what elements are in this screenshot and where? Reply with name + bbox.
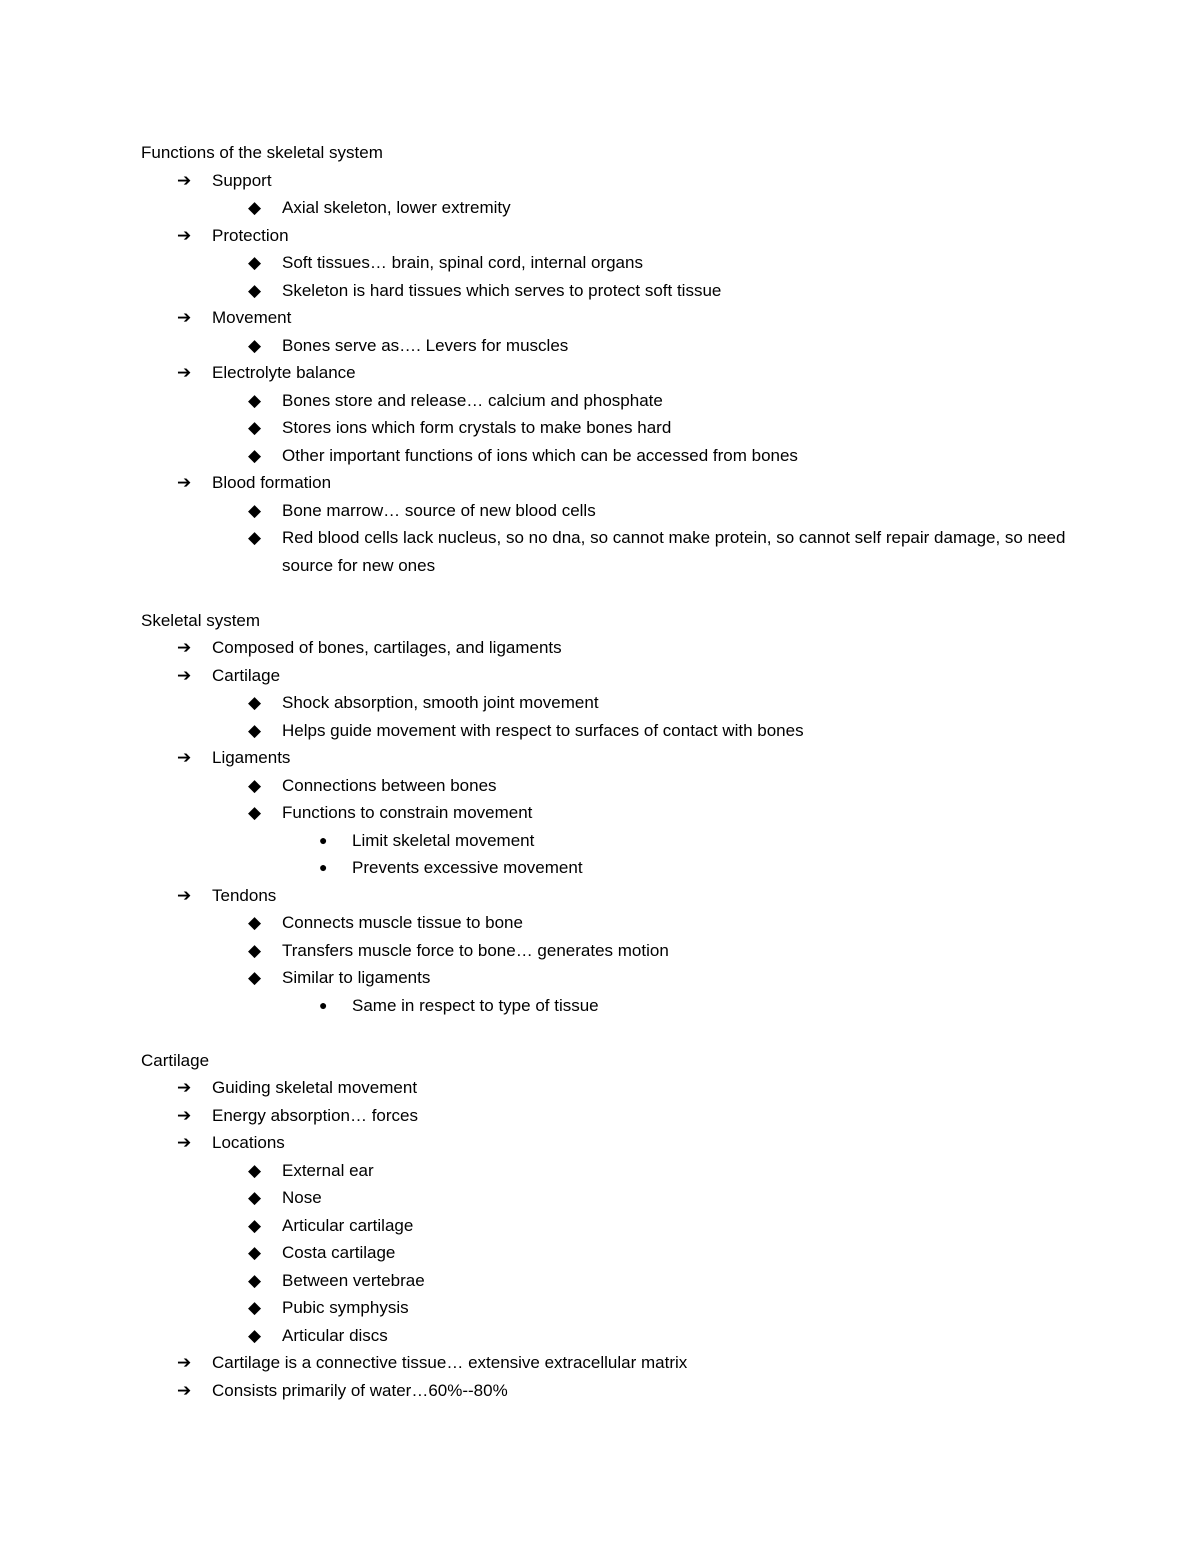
arrow-icon: ➔	[177, 363, 192, 382]
list-item	[141, 167, 1071, 195]
section	[141, 139, 1071, 579]
list-item-text: Support	[212, 170, 272, 190]
list-item-text: Articular cartilage	[282, 1215, 414, 1235]
list-item-text: Stores ions which form crystals to make bones hard	[282, 418, 672, 437]
list-item-text: Movement	[212, 308, 292, 327]
list-item	[141, 1212, 1071, 1240]
arrow-icon: ➔	[177, 1105, 192, 1125]
list-item	[141, 1074, 1071, 1102]
list-item	[141, 1239, 1071, 1267]
arrow-icon: ➔	[177, 225, 192, 245]
list-item	[141, 469, 1071, 497]
list-item-text: Tendons	[212, 885, 277, 905]
list-item-text: Nose	[282, 1188, 322, 1207]
list-item	[141, 332, 1071, 360]
diamond-bullet-icon: ◆	[248, 693, 262, 712]
list-item-text: Bones store and release… calcium and phosphate	[282, 390, 663, 410]
list-item	[141, 744, 1071, 772]
section-heading: Functions of the skeletal system	[141, 143, 383, 162]
document-body	[0, 139, 1200, 1404]
list-item-text: Cartilage	[212, 665, 281, 685]
list-item-text: Axial skeleton, lower extremity	[282, 198, 511, 217]
diamond-bullet-icon: ◆	[248, 1325, 262, 1345]
list-item	[141, 442, 1071, 470]
list-item	[141, 992, 1071, 1020]
arrow-icon: ➔	[177, 1353, 192, 1372]
list-item-text: Functions to constrain movement	[282, 803, 533, 822]
list-item	[141, 634, 1071, 662]
diamond-bullet-icon: ◆	[248, 1160, 262, 1180]
section-heading: Skeletal system	[141, 610, 261, 630]
list-item	[141, 497, 1071, 525]
list-item	[141, 304, 1071, 332]
list-item-text: Between vertebrae	[282, 1270, 425, 1290]
list-item-text: Connections between bones	[282, 775, 497, 795]
arrow-icon: ➔	[177, 170, 192, 190]
list-item	[141, 1157, 1071, 1185]
list-item	[141, 387, 1071, 415]
diamond-bullet-icon: ◆	[248, 445, 262, 465]
list-item-text: Bones serve as…. Levers for muscles	[282, 335, 569, 355]
list-item	[141, 937, 1071, 965]
list-item	[141, 277, 1071, 305]
list-item	[141, 249, 1071, 277]
list-item	[141, 1294, 1071, 1322]
list-item	[141, 222, 1071, 250]
diamond-bullet-icon: ◆	[248, 280, 262, 300]
diamond-bullet-icon: ◆	[248, 803, 262, 822]
diamond-bullet-icon: ◆	[248, 968, 262, 987]
list-item-text: Costa cartilage	[282, 1243, 396, 1262]
list-item	[141, 1267, 1071, 1295]
diamond-bullet-icon: ◆	[248, 335, 262, 355]
list-item-text: Locations	[212, 1133, 285, 1152]
section	[141, 1047, 1071, 1405]
list-item	[141, 827, 1071, 855]
list-item	[141, 414, 1071, 442]
list-item	[141, 854, 1071, 882]
diamond-bullet-icon: ◆	[248, 390, 262, 410]
list-item-text: Limit skeletal movement	[352, 830, 535, 850]
list-item-text: Similar to ligaments	[282, 968, 431, 987]
diamond-bullet-icon: ◆	[248, 1298, 262, 1317]
arrow-icon: ➔	[177, 1078, 192, 1097]
list-item-text: Guiding skeletal movement	[212, 1078, 418, 1097]
diamond-bullet-icon: ◆	[248, 720, 262, 740]
list-item-text: Connects muscle tissue to bone	[282, 913, 523, 932]
list-item	[141, 1377, 1071, 1405]
list-item-text: Composed of bones, cartilages, and ligaments	[212, 638, 562, 657]
list-item	[141, 772, 1071, 800]
dot-bullet-icon: ●	[319, 831, 328, 848]
arrow-icon: ➔	[177, 885, 192, 905]
list-item	[141, 662, 1071, 690]
list-item-text: Energy absorption… forces	[212, 1105, 418, 1125]
list-item	[141, 1129, 1071, 1157]
list-item-text: Articular discs	[282, 1325, 388, 1345]
arrow-icon: ➔	[177, 1133, 192, 1152]
list-item-text: Same in respect to type of tissue	[352, 995, 599, 1015]
list-item-text: Skeleton is hard tissues which serves to protect soft tissue	[282, 280, 722, 300]
list-item	[141, 1349, 1071, 1377]
list-item-text: Other important functions of ions which can be accessed from bones	[282, 445, 798, 465]
list-item-text: Prevents excessive movement	[352, 858, 583, 877]
dot-bullet-icon: ●	[319, 996, 328, 1013]
diamond-bullet-icon: ◆	[248, 913, 262, 932]
list-item	[141, 799, 1071, 827]
list-item-text: Protection	[212, 225, 289, 245]
list-item-text: Transfers muscle force to bone… generates motion	[282, 940, 669, 960]
list-item-text: Soft tissues… brain, spinal cord, internal organs	[282, 253, 643, 272]
diamond-bullet-icon: ◆	[248, 253, 262, 272]
dot-bullet-icon: ●	[319, 859, 328, 875]
list-item-text: Electrolyte balance	[212, 363, 356, 382]
list-item	[141, 909, 1071, 937]
list-item-text: Red blood cells lack nucleus, so no dna, so cannot make protein, so cannot self repair damage, so need source for new ones	[282, 528, 1066, 575]
diamond-bullet-icon: ◆	[248, 1188, 262, 1207]
list-item	[141, 882, 1071, 910]
list-item-text: Blood formation	[212, 473, 332, 492]
list-item-text: Pubic symphysis	[282, 1298, 409, 1317]
list-item-text: External ear	[282, 1160, 374, 1180]
list-item-text: Bone marrow… source of new blood cells	[282, 500, 596, 520]
arrow-icon: ➔	[177, 473, 192, 492]
diamond-bullet-icon: ◆	[248, 1215, 262, 1235]
diamond-bullet-icon: ◆	[248, 1243, 262, 1262]
diamond-bullet-icon: ◆	[248, 775, 262, 795]
list-item	[141, 524, 1071, 579]
list-item	[141, 359, 1071, 387]
arrow-icon: ➔	[177, 638, 192, 657]
list-item	[141, 1102, 1071, 1130]
arrow-icon: ➔	[177, 665, 192, 685]
list-item-text: Helps guide movement with respect to surfaces of contact with bones	[282, 720, 804, 740]
section	[141, 607, 1071, 1020]
diamond-bullet-icon: ◆	[248, 500, 262, 520]
list-item	[141, 717, 1071, 745]
list-item	[141, 689, 1071, 717]
diamond-bullet-icon: ◆	[248, 198, 262, 217]
section-heading: Cartilage	[141, 1050, 210, 1070]
list-item	[141, 1184, 1071, 1212]
list-item-text: Shock absorption, smooth joint movement	[282, 693, 599, 712]
diamond-bullet-icon: ◆	[248, 528, 262, 547]
list-item	[141, 1322, 1071, 1350]
list-item-text: Ligaments	[212, 748, 291, 767]
arrow-icon: ➔	[177, 308, 192, 327]
arrow-icon: ➔	[177, 748, 192, 767]
list-item	[141, 964, 1071, 992]
list-item-text: Consists primarily of water…60%--80%	[212, 1380, 508, 1400]
diamond-bullet-icon: ◆	[248, 1270, 262, 1290]
diamond-bullet-icon: ◆	[248, 940, 262, 960]
arrow-icon: ➔	[177, 1380, 192, 1400]
list-item	[141, 194, 1071, 222]
list-item-text: Cartilage is a connective tissue… extensive extracellular matrix	[212, 1353, 688, 1372]
diamond-bullet-icon: ◆	[248, 418, 262, 437]
